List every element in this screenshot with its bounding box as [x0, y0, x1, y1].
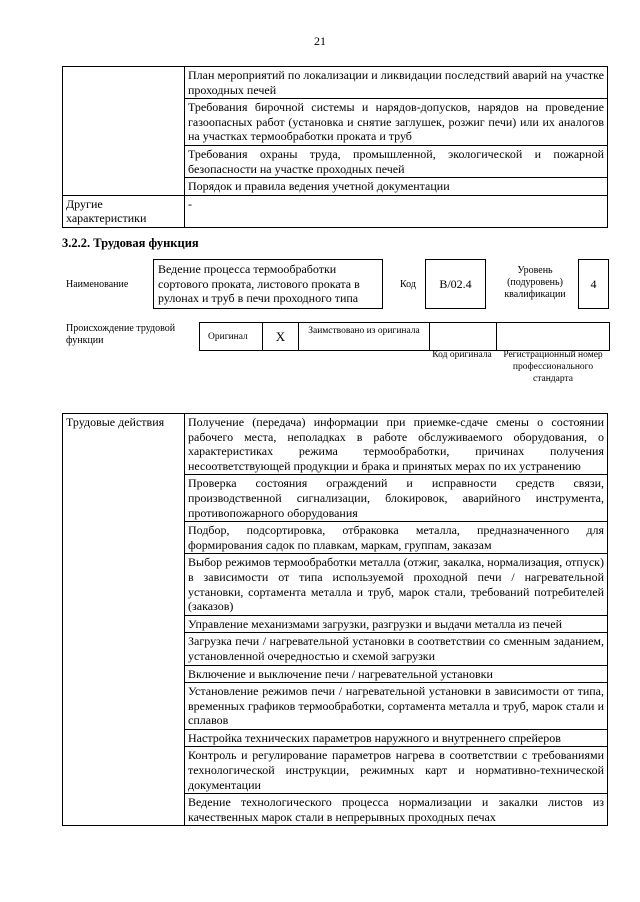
- name-label: Наименование: [66, 279, 129, 290]
- labor-action-item: Установление режимов печи / нагревательной установки в зависимости от типа, временных графиков термообработки, сортамента металла и труб, марок стали и сплавов: [185, 683, 608, 730]
- code-caption: Код оригинала: [432, 350, 492, 360]
- labor-action-item: Проверка состояния ограждений и исправности средств связи, производственной сигнализации, блокировок, аварийного инструмента, противопожарного оборудования: [185, 475, 608, 522]
- labor-action-item: Получение (передача) информации при приемке-сдаче смены о состоянии рабочего места, неполадках в работе обслуживаемого оборудования, о характеристиках режима термообработки, причинах получения несоответствующей продукции и брака и принятых мерах по их устранению: [185, 414, 608, 475]
- code-label: Код: [400, 279, 416, 290]
- labor-action-item: Выбор режимов термообработки металла (отжиг, закалка, нормализация, отпуск) в зависимости от типа используемой проходной печи / нагревательной установки, сортамента металла и труб, марок стали, требований потребителей (заказов): [185, 554, 608, 615]
- knowledge-item: Порядок и правила ведения учетной документации: [185, 178, 608, 196]
- qualification-level: 4: [590, 277, 597, 291]
- original-mark: X: [275, 329, 286, 344]
- labor-action-item: Контроль и регулирование параметров нагрева в соответствии с требованиями технологической инструкции, режимных карт и нормативно-технической документации: [185, 747, 608, 794]
- labor-action-item: Подбор, подсортировка, отбраковка металла, предназначенного для формирования садок по плавкам, маркам, группам, заказам: [185, 522, 608, 554]
- function-code: В/02.4: [439, 277, 472, 291]
- origin-code-cell: [429, 322, 497, 351]
- labor-action-item: Загрузка печи / нагревательной установки в соответствии со сменным заданием, установленной очередностью и схемой загрузки: [185, 633, 608, 665]
- labor-action-item: Включение и выключение печи / нагревательной установки: [185, 665, 608, 683]
- knowledge-label-cell: [63, 67, 185, 196]
- section-title: 3.2.2. Трудовая функция: [62, 236, 199, 250]
- labor-action-item: Настройка технических параметров наружного и внутреннего спрейеров: [185, 729, 608, 747]
- function-name-box: [153, 259, 383, 309]
- level-label: Уровень (подуровень) квалификации: [504, 265, 566, 300]
- origin-reg-cell: [496, 322, 610, 351]
- labor-actions-label: Трудовые действия: [63, 414, 185, 826]
- code-box: [425, 259, 486, 309]
- function-name: Ведение процесса термообработки сортового проката, листового проката в рулонах и труб в печи проходного типа: [158, 262, 360, 305]
- labor-action-item: Управление механизмами загрузки, разгрузки и выдачи металла из печей: [185, 615, 608, 633]
- origin-borrowed-cell: [298, 322, 430, 351]
- knowledge-item: Требования бирочной системы и нарядов-допусков, нарядов на проведение газоопасных работ (установка и снятие заглушек, розжиг печи) или их аналогов на участках термообработки проката и труб: [185, 99, 608, 146]
- level-box: [578, 259, 609, 309]
- knowledge-table: [62, 66, 608, 228]
- borrowed-label: Заимствовано из оригинала: [308, 326, 420, 336]
- origin-label: Происхождение трудовой функции: [66, 323, 176, 346]
- page-number: 21: [314, 34, 326, 48]
- other-characteristics-label: Другие характеристики: [63, 195, 185, 227]
- origin-original-cell: [199, 322, 263, 351]
- labor-actions-table: [62, 413, 608, 826]
- knowledge-item: План мероприятий по локализации и ликвидации последствий аварий на участке проходных печей: [185, 67, 608, 99]
- origin-mark-cell: [262, 322, 299, 351]
- other-characteristics-value: -: [185, 195, 608, 227]
- reg-caption: Регистрационный номер профессионального стандарта: [503, 350, 603, 384]
- original-label: Оригинал: [208, 332, 248, 342]
- labor-action-item: Ведение технологического процесса нормализации и закалки листов из качественных марок стали в непрерывных проходных печах: [185, 794, 608, 826]
- knowledge-item: Требования охраны труда, промышленной, экологической и пожарной безопасности на участке проходных печей: [185, 145, 608, 177]
